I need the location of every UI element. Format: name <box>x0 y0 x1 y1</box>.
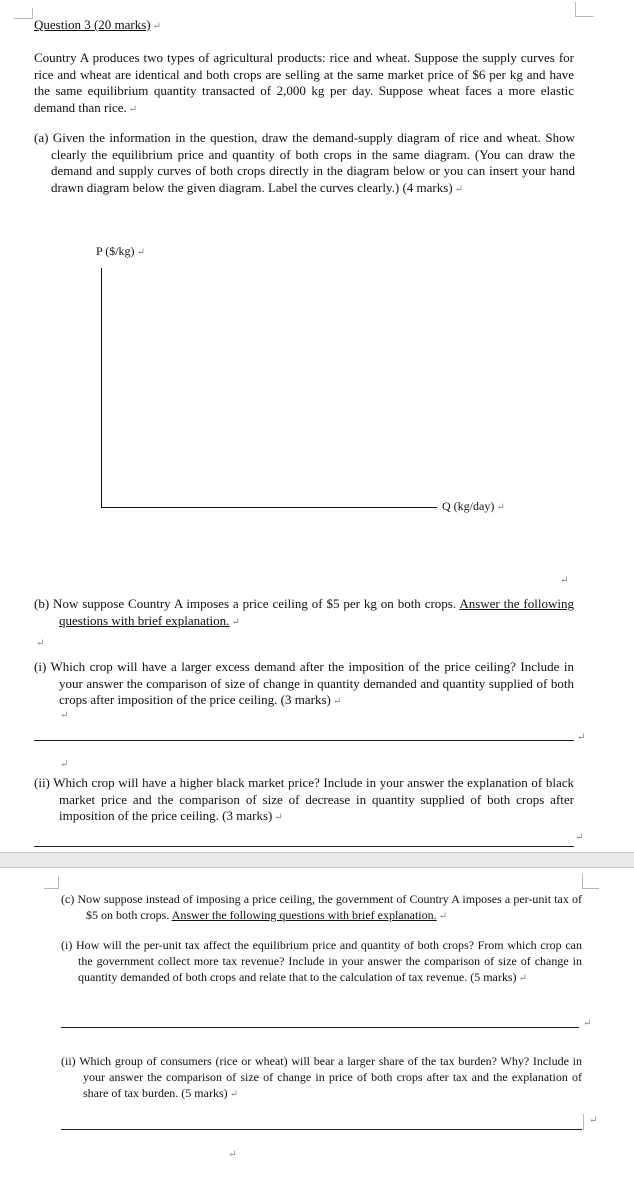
paragraph-mark: ↵ <box>454 183 464 195</box>
paragraph-mark: ↵ <box>60 759 69 770</box>
paragraph-mark: ↵ <box>136 247 145 258</box>
paragraph-mark: ↵ <box>575 832 584 843</box>
paragraph-mark: ↵ <box>560 575 569 586</box>
answer-line-b-ii[interactable] <box>34 846 574 847</box>
part-c-i-text: (i) How will the per-unit tax affect the equilibrium price and quantity of both crops? From which crop can the government collect more tax revenue? Include in your answer the comparison of size of change in quantity demanded of both crops and relate that to the calculation of tax revenue. (5 marks) <box>61 938 582 984</box>
paragraph-mark: ↵ <box>577 732 586 743</box>
part-b-ii-paragraph <box>34 775 574 827</box>
part-b-instruction: Answer the following questions with brief explanation. <box>59 596 574 628</box>
paragraph-mark: ↵ <box>60 710 69 721</box>
paragraph-mark: ↵ <box>518 973 527 984</box>
part-a-paragraph <box>34 130 575 198</box>
answer-line-c-i[interactable] <box>61 1027 579 1028</box>
part-a-text: (a) Given the information in the question, draw the demand-supply diagram of rice and wheat. Show clearly the equilibrium price and quantity of both crops in the same diagram. (You can draw the demand and supply curves of both crops directly in the diagram below or you can insert your hand drawn diagram below the given diagram. Label the curves clearly.) (4 marks) <box>34 130 575 195</box>
paragraph-mark: ↵ <box>231 616 240 628</box>
paragraph-mark: ↵ <box>229 1089 239 1100</box>
paragraph-mark: ↵ <box>36 638 45 649</box>
page1-corner-top-left <box>14 8 33 19</box>
paragraph-mark: ↵ <box>228 1149 237 1160</box>
page-break <box>0 852 634 868</box>
part-c-lead: (c) Now suppose instead of imposing a price ceiling, the government of Country A imposes a per-unit tax of $5 on both crops. <box>61 892 582 922</box>
part-b-i-text: (i) Which crop will have a larger excess demand after the imposition of the price ceiling? Include in your answer the comparison of size of change in quantity demanded and quantity supplied of both crops after imposition of the price ceiling. (3 marks) <box>34 659 574 707</box>
part-c-instruction: Answer the following questions with brief explanation. <box>171 908 437 922</box>
part-b-paragraph <box>34 596 574 631</box>
part-b-lead: (b) Now suppose Country A imposes a price ceiling of $5 per kg on both crops. <box>34 596 457 611</box>
axis-y-line <box>101 268 102 508</box>
paragraph-mark: ↵ <box>496 502 505 513</box>
answer-line-b-i[interactable] <box>34 740 574 741</box>
axis-y-label <box>96 244 145 259</box>
part-c-ii-text: (ii) Which group of consumers (rice or wheat) will bear a larger share of the tax burden? Why? Include in your answer the comparison of size of change in price of both crops after tax and the explanation of share of tax burden. (5 marks) <box>61 1054 582 1100</box>
part-b-i-paragraph <box>34 659 574 711</box>
paragraph-mark: ↵ <box>274 812 283 823</box>
paragraph-mark: ↵ <box>128 103 138 115</box>
axis-x-label <box>442 499 505 514</box>
page2-corner-top-right <box>582 874 599 889</box>
intro-text: Country A produces two types of agricultural products: rice and wheat. Suppose the supply curves for rice and wheat are identical and both crops are selling at the same market price of $6 per kg and have the same equilibrium quantity transacted of 2,000 kg per day. Suppose wheat faces a more elastic demand than rice. <box>34 50 574 115</box>
axis-x-label-text: Q (kg/day) <box>442 499 495 513</box>
paragraph-mark: ↵ <box>583 1018 592 1029</box>
axis-x-line <box>101 507 437 508</box>
part-c-paragraph <box>61 891 582 925</box>
page1-corner-top-right <box>575 2 594 17</box>
question-heading <box>34 17 161 35</box>
paragraph-mark: ↵ <box>438 911 448 922</box>
answer-line-c-ii[interactable] <box>61 1129 582 1130</box>
page2-corner-top-left <box>44 876 59 889</box>
paragraph-mark: ↵ <box>589 1115 598 1126</box>
part-b-ii-text: (ii) Which crop will have a higher black market price? Include in your answer the explanation of black market price and the comparison of size of decrease in quantity supplied of both crops after imposition of the price ceiling. (3 marks) <box>34 775 574 823</box>
paragraph-mark: ↵ <box>332 696 342 707</box>
part-c-i-paragraph <box>61 937 582 987</box>
axis-y-label-text: P ($/kg) <box>96 244 135 258</box>
paragraph-mark: ↵ <box>152 21 162 32</box>
part-c-ii-paragraph <box>61 1053 582 1103</box>
question-heading-text: Question 3 (20 marks) <box>34 17 151 32</box>
intro-paragraph <box>34 50 574 118</box>
